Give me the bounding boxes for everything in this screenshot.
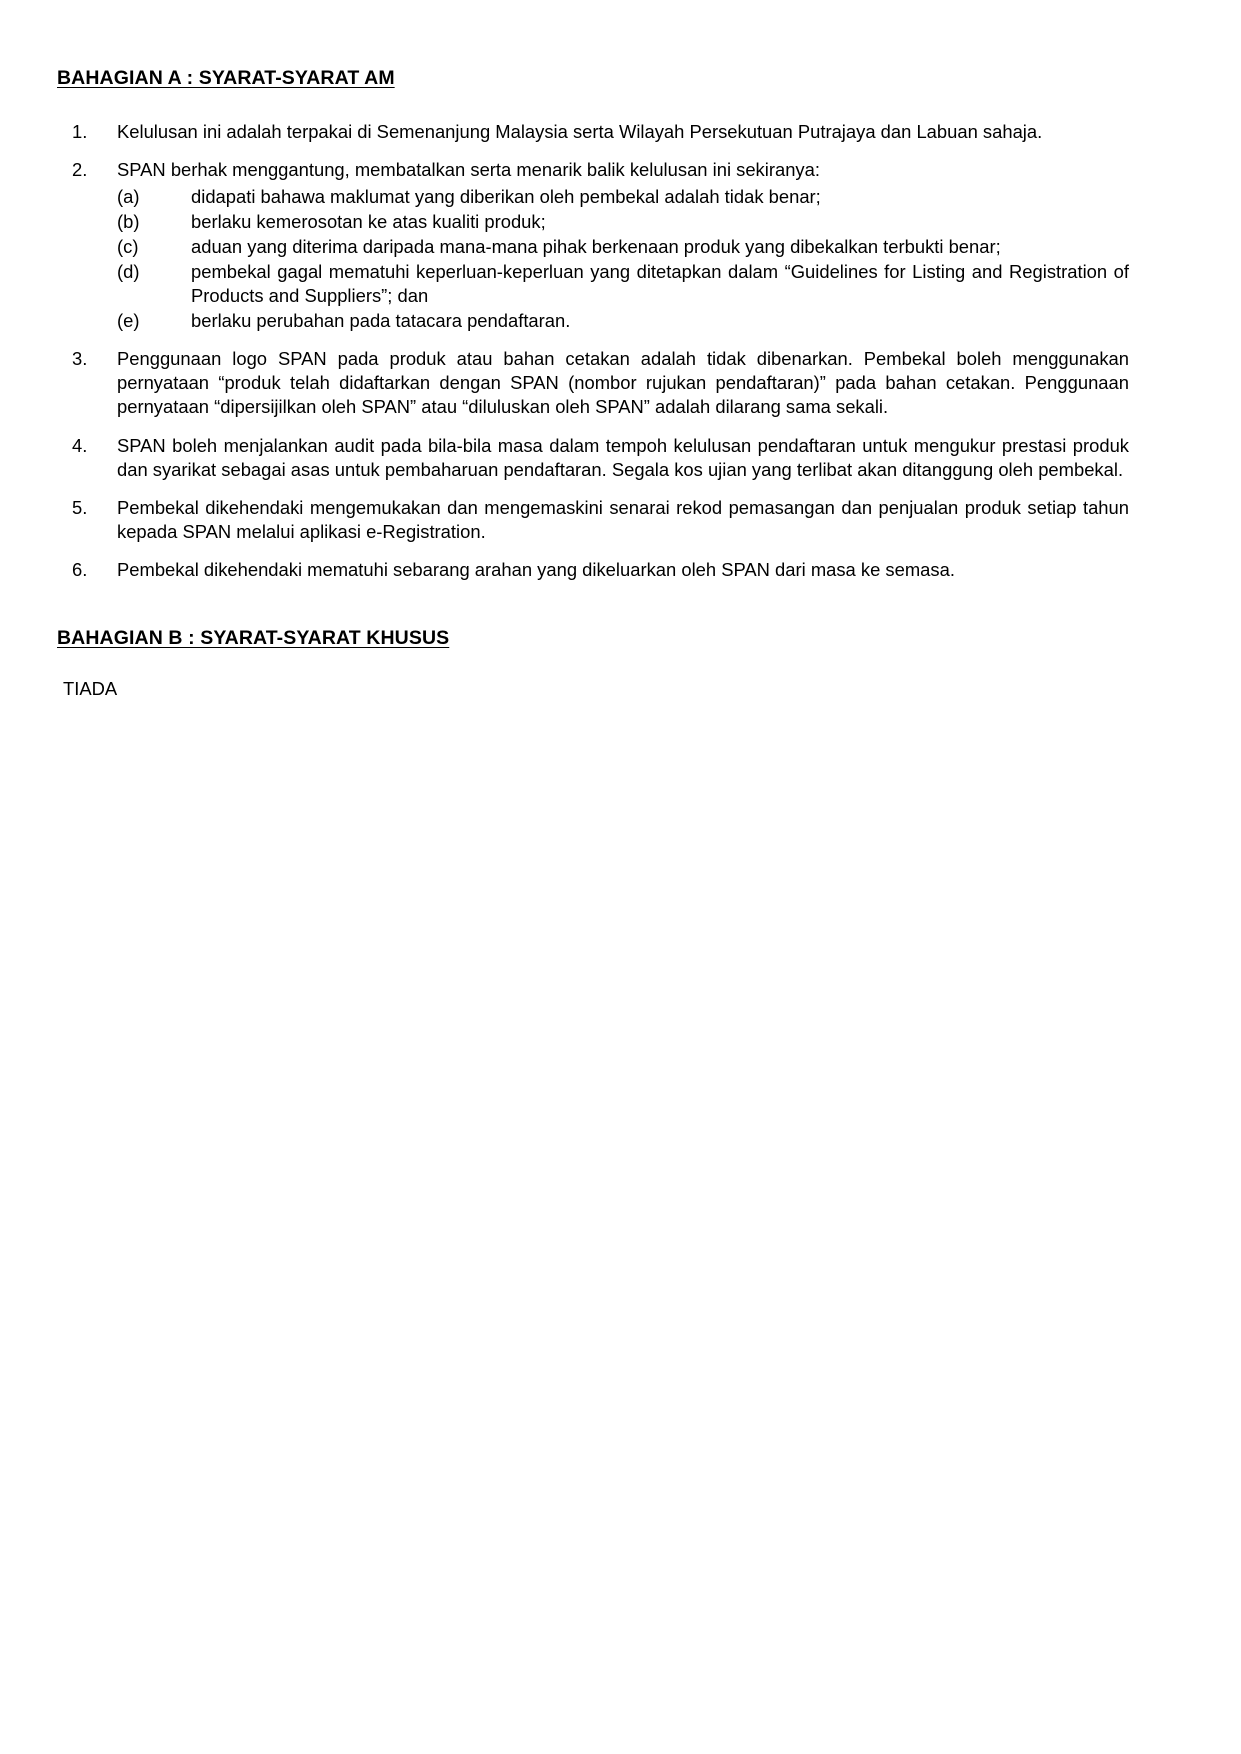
section-a-list	[57, 120, 1129, 582]
list-item-text: Kelulusan ini adalah terpakai di Semenanjung Malaysia serta Wilayah Persekutuan Putrajaya dan Labuan sahaja.	[117, 121, 1043, 143]
list-item-text: Pembekal dikehendaki mematuhi sebarang arahan yang dikeluarkan oleh SPAN dari masa ke semasa.	[117, 559, 955, 581]
document-content	[57, 66, 1129, 701]
list-item-text: Pembekal dikehendaki mengemukakan dan mengemaskini senarai rekod pemasangan dan penjualan produk setiap tahun kepada SPAN melalui aplikasi e-Registration.	[117, 496, 1129, 542]
sub-list-item	[117, 309, 1129, 333]
list-item-marker: 3.	[72, 348, 88, 370]
list-item	[57, 558, 1129, 582]
section-a-heading-block	[57, 66, 1129, 90]
section-b-heading-block	[57, 626, 1129, 650]
section-b-heading: BAHAGIAN B : SYARAT-SYARAT KHUSUS	[57, 627, 450, 650]
list-item-marker: 6.	[72, 559, 88, 581]
list-item	[57, 434, 1129, 482]
sub-list-item	[117, 210, 1129, 234]
list-item-marker: 5.	[72, 496, 88, 518]
list-item	[57, 158, 1129, 333]
list-item	[57, 496, 1129, 544]
sub-list-item	[117, 235, 1129, 259]
spacer-after-heading-a	[57, 90, 1129, 120]
sub-list-item-text: berlaku perubahan pada tatacara pendaftaran.	[191, 310, 571, 332]
list-item-marker: 4.	[72, 434, 88, 456]
sub-list	[117, 185, 1129, 334]
spacer-before-section-b	[57, 582, 1129, 626]
list-item-text: Penggunaan logo SPAN pada produk atau bahan cetakan adalah tidak dibenarkan. Pembekal boleh menggunakan pernyataan “produk telah didaftarkan dengan SPAN (nombor rujukan pendaftaran)” pada bahan cetakan. Penggunaan pernyataan “dipersijilkan oleh SPAN” atau “diluluskan oleh SPAN” adalah dilarang sama sekali.	[117, 348, 1129, 418]
sub-list-item-marker: (d)	[117, 260, 140, 282]
list-item-marker: 2.	[72, 159, 88, 181]
list-item-text: SPAN berhak menggantung, membatalkan serta menarik balik kelulusan ini sekiranya:	[117, 159, 820, 181]
sub-list-item	[117, 260, 1129, 308]
sub-list-item-text: berlaku kemerosotan ke atas kualiti produk;	[191, 210, 546, 232]
section-b-body: TIADA	[63, 677, 118, 699]
sub-list-item-text: aduan yang diterima daripada mana-mana pihak berkenaan produk yang dibekalkan terbukti benar;	[191, 235, 1001, 257]
list-item	[57, 120, 1129, 144]
sub-list-item-marker: (e)	[117, 310, 140, 332]
sub-list-item	[117, 185, 1129, 209]
section-a-heading: BAHAGIAN A : SYARAT-SYARAT AM	[57, 67, 395, 89]
list-item-text: SPAN boleh menjalankan audit pada bila-bila masa dalam tempoh kelulusan pendaftaran untuk mengukur prestasi produk dan syarikat sebagai asas untuk pembaharuan pendaftaran. Segala kos ujian yang terlibat akan ditanggung oleh pembekal.	[117, 434, 1129, 480]
sub-list-item-text: didapati bahawa maklumat yang diberikan oleh pembekal adalah tidak benar;	[191, 185, 821, 207]
list-item-marker: 1.	[72, 121, 88, 143]
sub-list-item-marker: (a)	[117, 185, 140, 207]
sub-list-item-text: pembekal gagal mematuhi keperluan-keperluan yang ditetapkan dalam “Guidelines for Listing and Registration of Products and Suppliers”; dan	[191, 260, 1129, 307]
list-item	[57, 347, 1129, 419]
sub-list-item-marker: (c)	[117, 235, 139, 257]
sub-list-item-marker: (b)	[117, 210, 140, 232]
